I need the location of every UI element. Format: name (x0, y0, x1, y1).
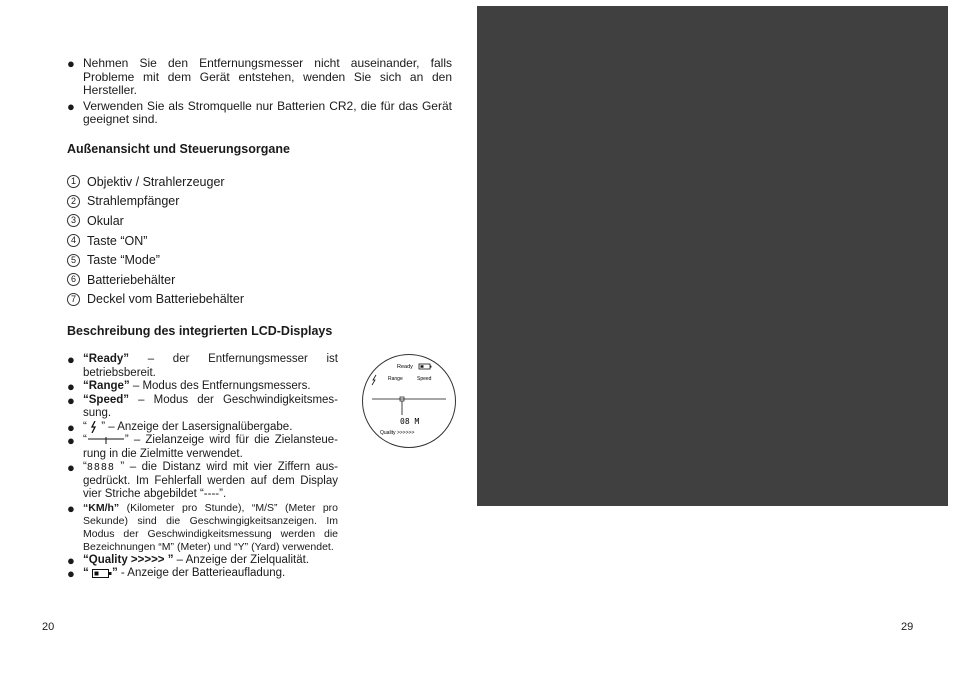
list-item: 1 Objektiv / Strahlerzeuger (67, 172, 244, 192)
bullet-icon: ● (67, 433, 75, 449)
list-item: ● “Speed” – Modus der Geschwindigkeitsmes-sung. (67, 392, 338, 419)
bullet-icon: ● (67, 352, 75, 367)
section-heading-exterior: Außenansicht und Steuerungsorgane (67, 142, 290, 156)
list-item: ● Verwenden Sie als Stromquelle nur Batterien CR2, die für das Gerät geeignet sind. (67, 98, 452, 126)
bullet-icon: ● (67, 56, 75, 71)
list-item: 5 Taste “Mode” (67, 250, 244, 270)
digits-glyph: 8888 (86, 462, 115, 474)
list-item: 4 Taste “ON” (67, 231, 244, 251)
list-item: ● “ ” – Anzeige der Lasersignalübergabe. (67, 419, 293, 435)
battery-icon (92, 569, 112, 578)
dark-image-panel (477, 6, 948, 506)
display-speed-text: Speed (417, 376, 432, 382)
bullet-icon: ● (67, 500, 75, 516)
circled-number: 7 (67, 293, 80, 306)
list-item: ● “KM/h” (Kilometer pro Stunde), “M/S” (Meter pro Sekunde) sind die Geschwingigkeitsanzeigen. Im Modus der Geschwindigkeitsmessung werden die Bezeichnungen “M” (Meter) und “Y” (Yard) verwendet. (67, 500, 338, 553)
display-ready-text: Ready (397, 364, 413, 370)
lcd-description-list (67, 353, 338, 581)
display-diagram-svg (363, 355, 455, 447)
list-item: 3 Okular (67, 211, 244, 231)
circled-number: 6 (67, 273, 80, 286)
laser-signal-icon (90, 421, 98, 433)
display-laser-icon (372, 375, 376, 385)
page-number: 20 (42, 621, 55, 633)
list-item: ● “8888 ” – die Distanz wird mit vier Ziffern aus-gedrückt. Im Fehlerfall werden auf dem Display vier Striche abgebildet “----”. (67, 460, 338, 501)
circled-number: 5 (67, 254, 80, 267)
bullet-icon: ● (67, 392, 75, 408)
circled-number: 1 (67, 175, 80, 188)
bullet-icon: ● (67, 98, 75, 114)
parts-list (67, 172, 244, 309)
page-number: 29 (901, 621, 914, 633)
bullet-icon: ● (67, 566, 75, 582)
list-item: ● “Range” – Modus des Entfernungsmessers. (67, 379, 311, 394)
list-item: ● Nehmen Sie den Entfernungsmesser nicht auseinander, falls Probleme mit dem Gerät entstehen, wenden Sie sich an den Hersteller. (67, 56, 452, 97)
display-range-text: Range (388, 376, 403, 382)
bullet-icon: ● (67, 460, 75, 476)
right-page (477, 0, 954, 673)
lcd-display-diagram (362, 354, 456, 448)
circled-number: 3 (67, 214, 80, 227)
display-quality-text: Quality >>>>>> (380, 430, 415, 436)
intro-bullets (67, 57, 452, 129)
bullet-icon: ● (67, 379, 75, 394)
bullet-icon: ● (67, 419, 75, 435)
list-item: ● “ ” – Zielanzeige wird für die Zielansteue-rung in die Zielmitte verwendet. (67, 433, 338, 460)
list-item: ● “Ready” – der Entfernungsmesser ist betriebsbereit. (67, 352, 338, 379)
bullet-icon: ● (67, 552, 75, 568)
circled-number: 4 (67, 234, 80, 247)
circled-number: 2 (67, 195, 80, 208)
list-item: ● “ ” - Anzeige der Batterieaufladung. (67, 566, 286, 582)
list-item: ● “Quality >>>>> ” – Anzeige der Zielqualität. (67, 552, 309, 568)
display-reading-text: 08 M (400, 417, 420, 426)
target-reticle-icon (87, 436, 125, 444)
list-item: 6 Batteriebehälter (67, 270, 244, 290)
section-heading-lcd: Beschreibung des integrierten LCD-Displays (67, 324, 333, 338)
list-item: 2 Strahlempfänger (67, 192, 244, 212)
list-item: 7 Deckel vom Batteriebehälter (67, 290, 244, 310)
